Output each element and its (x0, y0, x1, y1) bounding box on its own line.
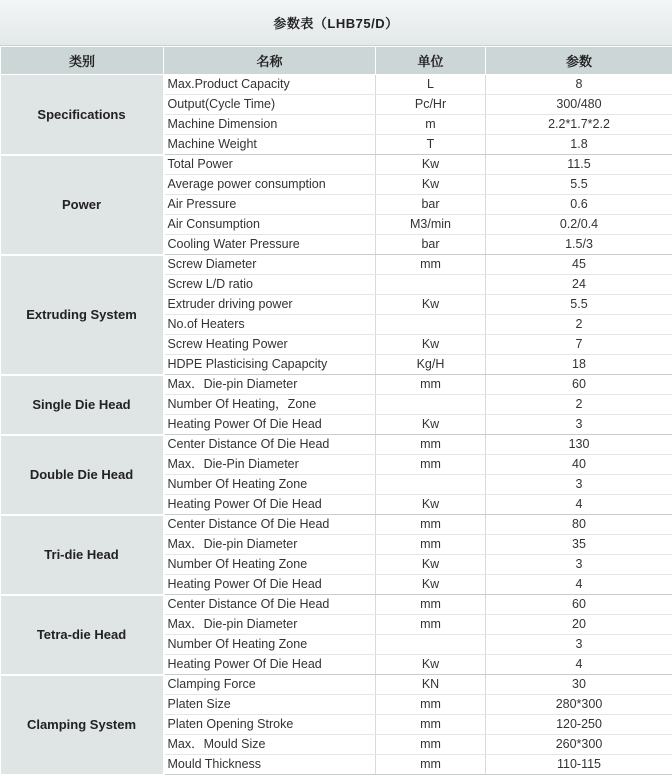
value-cell: 45 (486, 255, 672, 275)
value-cell: 2 (486, 395, 672, 415)
unit-cell (376, 395, 486, 415)
unit-cell: Kw (376, 655, 486, 675)
header-name: 名称 (164, 47, 376, 75)
unit-cell: mm (376, 595, 486, 615)
category-cell: Specifications (1, 75, 164, 155)
category-cell: Double Die Head (1, 435, 164, 515)
item-name-cell: Max．Die-pin Diameter (164, 535, 376, 555)
unit-cell (376, 275, 486, 295)
unit-cell: Kw (376, 495, 486, 515)
value-cell: 2.2*1.7*2.2 (486, 115, 672, 135)
value-cell: 18 (486, 355, 672, 375)
value-cell: 5.5 (486, 175, 672, 195)
value-cell: 8 (486, 75, 672, 95)
unit-cell: Kw (376, 575, 486, 595)
value-cell: 35 (486, 535, 672, 555)
header-value: 参数 (486, 47, 672, 75)
unit-cell: mm (376, 435, 486, 455)
unit-cell: m (376, 115, 486, 135)
table-row (1, 515, 672, 535)
value-cell: 0.6 (486, 195, 672, 215)
unit-cell: M3/min (376, 215, 486, 235)
value-cell: 3 (486, 635, 672, 655)
unit-cell: bar (376, 195, 486, 215)
value-cell: 4 (486, 495, 672, 515)
unit-cell (376, 315, 486, 335)
unit-cell: mm (376, 715, 486, 735)
value-cell: 5.5 (486, 295, 672, 315)
value-cell: 0.2/0.4 (486, 215, 672, 235)
item-name-cell: Center Distance Of Die Head (164, 595, 376, 615)
item-name-cell: Max．Die-Pin Diameter (164, 455, 376, 475)
unit-cell: mm (376, 535, 486, 555)
unit-cell: Pc/Hr (376, 95, 486, 115)
item-name-cell: Max．Die-pin Diameter (164, 615, 376, 635)
item-name-cell: Machine Weight (164, 135, 376, 155)
unit-cell: Kw (376, 175, 486, 195)
unit-cell: L (376, 75, 486, 95)
item-name-cell: Heating Power Of Die Head (164, 575, 376, 595)
table-row (1, 675, 672, 695)
unit-cell: bar (376, 235, 486, 255)
value-cell: 60 (486, 595, 672, 615)
item-name-cell: Average power consumption (164, 175, 376, 195)
item-name-cell: Number Of Heating，Zone (164, 395, 376, 415)
item-name-cell: Heating Power Of Die Head (164, 415, 376, 435)
unit-cell: mm (376, 695, 486, 715)
item-name-cell: Screw Diameter (164, 255, 376, 275)
value-cell: 300/480 (486, 95, 672, 115)
header-row (1, 47, 672, 75)
item-name-cell: Extruder driving power (164, 295, 376, 315)
unit-cell (376, 475, 486, 495)
header-unit: 单位 (376, 47, 486, 75)
unit-cell: mm (376, 515, 486, 535)
spec-table-body (1, 75, 672, 775)
unit-cell: T (376, 135, 486, 155)
category-cell: Clamping System (1, 675, 164, 775)
unit-cell: mm (376, 255, 486, 275)
table-row (1, 375, 672, 395)
value-cell: 280*300 (486, 695, 672, 715)
value-cell: 80 (486, 515, 672, 535)
item-name-cell: Max．Die-pin Diameter (164, 375, 376, 395)
item-name-cell: Clamping Force (164, 675, 376, 695)
value-cell: 20 (486, 615, 672, 635)
item-name-cell: Machine Dimension (164, 115, 376, 135)
item-name-cell: Platen Size (164, 695, 376, 715)
item-name-cell: Platen Opening Stroke (164, 715, 376, 735)
item-name-cell: Number Of Heating Zone (164, 475, 376, 495)
unit-cell: Kg/H (376, 355, 486, 375)
table-row (1, 75, 672, 95)
unit-cell: mm (376, 755, 486, 775)
item-name-cell: HDPE Plasticising Capapcity (164, 355, 376, 375)
table-row (1, 435, 672, 455)
value-cell: 3 (486, 555, 672, 575)
value-cell: 130 (486, 435, 672, 455)
value-cell: 3 (486, 415, 672, 435)
value-cell: 4 (486, 655, 672, 675)
item-name-cell: Heating Power Of Die Head (164, 655, 376, 675)
unit-cell: mm (376, 455, 486, 475)
item-name-cell: Air Consumption (164, 215, 376, 235)
item-name-cell: Screw Heating Power (164, 335, 376, 355)
value-cell: 1.8 (486, 135, 672, 155)
value-cell: 260*300 (486, 735, 672, 755)
value-cell: 30 (486, 675, 672, 695)
table-title: 参数表（LHB75/D） (0, 0, 672, 46)
spec-table (0, 46, 672, 776)
unit-cell: Kw (376, 335, 486, 355)
value-cell: 3 (486, 475, 672, 495)
category-cell: Power (1, 155, 164, 255)
item-name-cell: Center Distance Of Die Head (164, 435, 376, 455)
item-name-cell: Mould Thickness (164, 755, 376, 775)
value-cell: 11.5 (486, 155, 672, 175)
table-row (1, 595, 672, 615)
unit-cell: Kw (376, 295, 486, 315)
value-cell: 60 (486, 375, 672, 395)
unit-cell (376, 635, 486, 655)
header-category: 类别 (1, 47, 164, 75)
item-name-cell: Screw L/D ratio (164, 275, 376, 295)
value-cell: 110-115 (486, 755, 672, 775)
item-name-cell: Center Distance Of Die Head (164, 515, 376, 535)
item-name-cell: Heating Power Of Die Head (164, 495, 376, 515)
unit-cell: mm (376, 615, 486, 635)
value-cell: 4 (486, 575, 672, 595)
item-name-cell: Number Of Heating Zone (164, 635, 376, 655)
value-cell: 120-250 (486, 715, 672, 735)
table-row (1, 255, 672, 275)
unit-cell: mm (376, 735, 486, 755)
value-cell: 40 (486, 455, 672, 475)
item-name-cell: No.of Heaters (164, 315, 376, 335)
unit-cell: Kw (376, 555, 486, 575)
unit-cell: Kw (376, 155, 486, 175)
unit-cell: mm (376, 375, 486, 395)
item-name-cell: Number Of Heating Zone (164, 555, 376, 575)
item-name-cell: Total Power (164, 155, 376, 175)
category-cell: Tri-die Head (1, 515, 164, 595)
table-row (1, 155, 672, 175)
item-name-cell: Output(Cycle Time) (164, 95, 376, 115)
unit-cell: KN (376, 675, 486, 695)
item-name-cell: Max.Product Capacity (164, 75, 376, 95)
item-name-cell: Air Pressure (164, 195, 376, 215)
unit-cell: Kw (376, 415, 486, 435)
category-cell: Tetra-die Head (1, 595, 164, 675)
value-cell: 1.5/3 (486, 235, 672, 255)
item-name-cell: Cooling Water Pressure (164, 235, 376, 255)
item-name-cell: Max．Mould Size (164, 735, 376, 755)
value-cell: 2 (486, 315, 672, 335)
category-cell: Single Die Head (1, 375, 164, 435)
value-cell: 7 (486, 335, 672, 355)
value-cell: 24 (486, 275, 672, 295)
category-cell: Extruding System (1, 255, 164, 375)
